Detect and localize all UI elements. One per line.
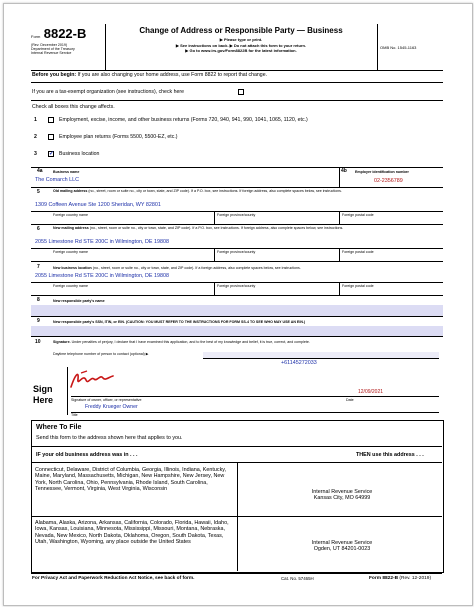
line-6-foreign-postal: Foreign postal code: [342, 250, 374, 254]
line-9-number: 9: [37, 318, 40, 324]
line-7-desc: (no., street, room or suite no., city or town, state, and ZIP code). If a foreign address, also complete spaces below, see instructions.: [92, 266, 301, 270]
line-9-label: New responsible party's SSN, ITIN, or EIN. (CAUTION: YOU MUST REFER TO THE INSTRUCTIONS FOR FORM SS-4 TO SEE WHO MAY USE AN EIN.): [53, 320, 306, 324]
responsible-party-ssn-field[interactable]: [31, 326, 443, 336]
sign-label: Sign: [33, 384, 53, 394]
line-5-number: 5: [37, 189, 40, 195]
line-7-foreign-postal: Foreign postal code: [342, 284, 374, 288]
new-business-location-field[interactable]: 2055 Limestone Rd STE 200C in Wilmington, DE 19808: [35, 273, 169, 279]
phone-value: +61145272033: [281, 360, 317, 366]
ein-field[interactable]: 02-2356789: [374, 178, 403, 184]
check-2-number: 2: [34, 134, 37, 140]
tax-exempt-text: If you are a tax-exempt organization (see instructions), check here: [32, 89, 184, 95]
form-revision: (Rev. December 2019): [31, 42, 68, 47]
line-4a-label: Business name: [53, 170, 80, 174]
check-1-label: Employment, excise, income, and other business returns (Forms 720, 940, 941, 990, 1041, 1065, 1120, etc.): [59, 117, 308, 123]
responsible-party-name-field[interactable]: [31, 305, 443, 316]
line-8-number: 8: [37, 297, 40, 303]
where-row-2-addr1: Internal Revenue Service: [311, 540, 373, 546]
form-number: 8822-B: [43, 26, 87, 41]
where-to-file-title: Where To File: [36, 424, 82, 431]
signer-title-value[interactable]: Freddy Krueger Owner: [85, 404, 138, 410]
instruction-print: ▶ Please type or print.: [219, 37, 263, 43]
check-all-label: Check all boxes this change affects.: [32, 104, 115, 110]
check-3-label: Business location: [59, 151, 100, 157]
line-4a-number: 4a: [37, 168, 43, 174]
footer-privacy-notice: For Privacy Act and Paperwork Reduction Act Notice, see back of form.: [32, 576, 195, 581]
here-label: Here: [33, 395, 54, 405]
footer-cat-number: Cat. No. 57465H: [281, 576, 314, 581]
signature-caption: Signature of owner, officer, or representative: [71, 398, 142, 402]
line-7-description: [53, 266, 439, 270]
check-3-number: 3: [34, 151, 37, 157]
tax-exempt-checkbox[interactable]: [238, 89, 244, 95]
before-text: If you are also changing your home address, use Form 8822 to report that change.: [77, 72, 268, 78]
check-3-box[interactable]: ✓: [49, 151, 55, 157]
line-5-description: [53, 189, 439, 193]
line-6-label: New mailing address: [53, 226, 89, 230]
form-title: Change of Address or Responsible Party — Business: [139, 26, 343, 35]
line-6-foreign-country: Foreign country name: [53, 250, 88, 254]
line-7-label: New business location: [53, 266, 92, 270]
handwritten-signature: [69, 367, 115, 391]
where-row-2-address: [245, 540, 439, 553]
check-2-box[interactable]: [48, 134, 54, 140]
line-6-number: 6: [37, 226, 40, 232]
line-5-foreign-postal: Foreign postal code: [342, 213, 374, 217]
before-label: Before you begin:: [32, 72, 77, 78]
form-label: Form: [31, 34, 41, 39]
line-6-description: [53, 226, 439, 230]
phone-field-box[interactable]: [203, 352, 439, 359]
where-row-1-addr2: Kansas City, MO 64999: [313, 495, 371, 502]
where-row-2-addr2: Ogden, UT 84201-0023: [313, 546, 371, 553]
where-col-header-states: IF your old business address was in . . .: [36, 452, 138, 458]
title-line: [71, 412, 439, 413]
line-10-signature-text: [53, 340, 439, 344]
where-row-2-states: Alabama, Alaska, Arizona, Arkansas, California, Colorado, Florida, Hawaii, Idaho, Iowa, Kansas, Louisiana, Minnesota, Mississippi, Missouri, Montana, Nebraska, Nevada, New Mexico, North Dakota, Oklahoma, Oregon, South Dakota, Texas, Utah, Washington, Wyoming, any place outside the United States: [35, 520, 229, 546]
phone-label: Daytime telephone number of person to contact (optional) ▶: [53, 352, 149, 356]
omb-number: OMB No. 1545-1163: [380, 45, 417, 50]
check-2-label: Employee plan returns (Forms 5500, 5500-EZ, etc.): [59, 134, 178, 140]
form-8822b: [31, 22, 443, 588]
footer-form-id: [369, 576, 431, 582]
where-row-1-address: [245, 489, 439, 502]
line-7-foreign-country: Foreign country name: [53, 284, 88, 288]
footer-form-number: Form 8822-B: [369, 576, 399, 581]
new-mailing-address-field[interactable]: 2055 Limestone Rd STE 200C in Wilmington, DE 19808: [35, 239, 169, 245]
check-1-number: 1: [34, 117, 37, 123]
where-row-1-states: Connecticut, Delaware, District of Columbia, Georgia, Illinois, Indiana, Kentucky, Maine, Maryland, Massachusetts, Michigan, New Hampshire, New Jersey, New York, North Carolina, Ohio, Pennsylvania, Rhode Island, South Carolina, Tennessee, Vermont, Virginia, West Virginia, Wisconsin: [35, 467, 227, 493]
signature-date-value: 12/09/2021: [358, 389, 384, 395]
line-10-declaration: Under penalties of perjury, I declare that I have examined this application, and to the best of my knowledge and belief, it is true, correct, and complete.: [71, 340, 310, 344]
line-4b-label: Employer identification number: [355, 170, 409, 174]
where-col-header-address: THEN use this address . . .: [356, 452, 424, 458]
sign-here-label: [33, 384, 53, 406]
title-caption: Title: [71, 413, 78, 417]
instruction-attach: ▶ See instructions on back. ▶ Do not attach this form to your return.: [175, 42, 307, 48]
before-you-begin: [32, 73, 442, 79]
instruction-website: ▶ Go to www.irs.gov/Form8822B for the latest information.: [185, 48, 297, 54]
department: Department of the Treasury: [31, 47, 75, 52]
date-caption: Date: [346, 398, 354, 402]
line-10-label: Signature.: [53, 340, 71, 344]
title-block: [107, 26, 375, 54]
line-7-number: 7: [37, 264, 40, 270]
signature-line: [71, 396, 439, 397]
where-row-1-addr1: Internal Revenue Service: [311, 489, 373, 495]
line-6-desc: (no., street, room or suite no., city or town, state, and ZIP code). If a P.O. box, see instructions. If foreign address, also complete spaces below, see instructions.: [89, 226, 344, 230]
line-6-foreign-province: Foreign province/county: [217, 250, 256, 254]
footer-form-rev: (Rev. 12-2019): [399, 576, 432, 581]
line-5-desc: (no., street, room or suite no., city or town, state, and ZIP code). If a P.O. box, see instructions. If foreign address, also complete spaces below, see instructions.: [88, 189, 342, 193]
line-7-foreign-province: Foreign province/county: [217, 284, 256, 288]
agency: Internal Revenue Service: [31, 51, 72, 56]
line-4b-number: 4b: [341, 168, 347, 174]
check-1-box[interactable]: [48, 117, 54, 123]
line-8-label: New responsible party's name: [53, 299, 105, 303]
line-10-number: 10: [35, 339, 41, 345]
where-to-file-subtitle: Send this form to the address shown here that applies to you.: [36, 435, 183, 441]
line-5-label: Old mailing address: [53, 189, 88, 193]
business-name-field[interactable]: The Comarch LLC: [35, 177, 80, 183]
form-id-block: [31, 27, 103, 55]
line-5-foreign-province: Foreign province/county: [217, 213, 256, 217]
line-5-foreign-country: Foreign country name: [53, 213, 88, 217]
old-address-field[interactable]: 1309 Coffeen Avenue Ste 1200 Sheridan, WY 82801: [35, 202, 161, 208]
